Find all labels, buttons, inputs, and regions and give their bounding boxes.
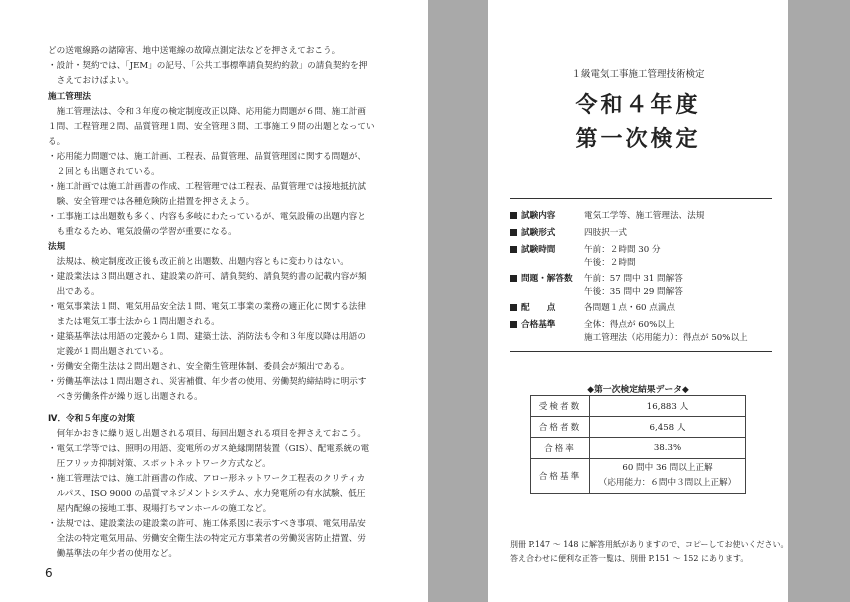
info-value: 施工管理法（応用能力）：得点が 50%以上 xyxy=(584,333,748,343)
section-heading: 法規 xyxy=(48,242,66,252)
info-label: 問題・解答数 xyxy=(510,272,573,284)
section-heading: 施工管理法 xyxy=(48,92,91,102)
info-value: 各問題１点・60 点満点 xyxy=(584,303,676,313)
info-label: 配 点 xyxy=(510,301,555,313)
info-label: 合格基準 xyxy=(510,318,555,330)
body-line: ルパス、ISO 9000 の品質マネジメントシステム、水力発電所の有水試験、低圧 xyxy=(48,489,366,499)
results-key: 合格者数 xyxy=(531,417,590,438)
info-value: 午後：35 問中 29 問解答 xyxy=(584,287,683,297)
body-line: 法規は、検定制度改正後も改正前と出題数、出題内容ともに変わりはない。 xyxy=(48,257,349,267)
body-line: ・施工計画では施工計画書の作成、工程管理では工程表、品質管理では接地抵抗試 xyxy=(48,182,366,192)
square-bullet-icon xyxy=(510,229,517,236)
page-title: 令和４年度 xyxy=(575,93,701,118)
square-bullet-icon xyxy=(510,246,517,253)
results-table xyxy=(530,395,746,494)
info-value: 四肢択一式 xyxy=(584,228,627,238)
info-value: 午前：２時間 30 分 xyxy=(584,245,661,255)
info-label: 試験時間 xyxy=(510,243,555,255)
note-line: 答え合わせに便利な正答一覧は、別冊 P.151 ～ 152 にあります。 xyxy=(510,554,749,563)
body-line: または電気工事士法から１問出題される。 xyxy=(48,317,220,327)
section-heading: Ⅳ．令和５年度の対策 xyxy=(48,414,135,424)
page-title-sub: 第一次検定 xyxy=(575,127,701,152)
info-label: 試験内容 xyxy=(510,209,555,221)
page-gutter-left xyxy=(428,0,488,602)
body-line: ・建設業法は３問出題され、建設業の許可、請負契約、請負契約書の記載内容が頻 xyxy=(48,272,367,282)
page-number: 6 xyxy=(45,566,53,580)
body-line: ２回とも出題されている。 xyxy=(48,167,160,177)
exam-subtitle: １級電気工事施工管理技術検定 xyxy=(571,69,705,80)
results-value: 16,883 人 xyxy=(590,396,746,417)
body-line: 定義が１問出題されている。 xyxy=(48,347,169,357)
table-row xyxy=(531,459,746,494)
body-line: さえておけばよい。 xyxy=(48,76,134,86)
body-line: べき労働条件が繰り返し出題される。 xyxy=(48,392,203,402)
body-line: 働基準法の年少者の使用など。 xyxy=(48,549,177,559)
results-key: 合格基準 xyxy=(531,459,590,494)
info-value: 電気工学等、施工管理法、法規 xyxy=(584,211,705,221)
table-row xyxy=(531,438,746,459)
results-value: 6,458 人 xyxy=(590,417,746,438)
square-bullet-icon xyxy=(510,212,517,219)
body-line: 圧フリッカ抑制対策、スポットネットワーク方式など。 xyxy=(48,459,271,469)
body-line: 施工管理法は、令和３年度の検定制度改正以降、応用能力問題が６問、施工計画 xyxy=(48,107,366,117)
note-line: 別冊 P.147 ～ 148 に解答用紙がありますので、コピーしてお使いください。 xyxy=(510,540,789,549)
info-value: 午前：57 問中 31 問解答 xyxy=(584,274,683,284)
info-value: 午後：２時間 xyxy=(584,258,636,268)
body-line: ・労働基準法は１問出題され、災害補償、年少者の使用、労働契約締結時に明示す xyxy=(48,377,367,387)
body-line: ・法規では、建設業法の建設業の許可、施工体系図に表示すべき事項、電気用品安 xyxy=(48,519,366,529)
results-value: 38.3% xyxy=(590,438,746,459)
body-line: 全法の特定電気用品、労働安全衛生法の特定元方事業者の労働災害防止措置、労 xyxy=(48,534,366,544)
body-line: ・施工管理法では、施工計画書の作成、アロー形ネットワーク工程表のクリティカ xyxy=(48,474,366,484)
body-line: 何年かおきに繰り返し出題される項目、毎回出題される項目を押さえておこう。 xyxy=(48,429,366,439)
body-line: ・工事施工は出題数も多く、内容も多岐にわたっているが、電気設備の出題内容と xyxy=(48,212,366,222)
body-line: 屋内配線の接地工事、現場打ちマンホールの施工など。 xyxy=(48,504,272,514)
square-bullet-icon xyxy=(510,304,517,311)
body-line: 出である。 xyxy=(48,287,100,297)
body-line: ・電気事業法１問、電気用品安全法１問、電気工事業の業務の適正化に関する法律 xyxy=(48,302,366,312)
results-key: 合格率 xyxy=(531,438,590,459)
body-line: ・応用能力問題では、施工計画、工程表、品質管理、品質管理図に関する問題が、 xyxy=(48,152,366,162)
divider-bottom xyxy=(510,351,772,352)
info-label: 試験形式 xyxy=(510,226,555,238)
page-margin-right xyxy=(788,0,850,602)
results-key: 受検者数 xyxy=(531,396,590,417)
results-value-line: （応用能力：６問中３問以上正解） xyxy=(598,478,737,488)
divider-top xyxy=(510,198,772,199)
results-value xyxy=(590,459,746,494)
body-line: １問、工程管理２問、品質管理１問、安全管理３問、工事施工９問の出題となってい xyxy=(48,122,375,132)
table-row xyxy=(531,396,746,417)
body-line: どの送電線路の諸障害、地中送電線の故障点測定法などを押さえておこう。 xyxy=(48,46,341,56)
body-line: る。 xyxy=(48,137,66,147)
table-row xyxy=(531,417,746,438)
body-line: も重なるため、電気設備の学習が重要になる。 xyxy=(48,227,237,237)
body-line: ・建築基準法は用語の定義から１問、建築士法、消防法も令和３年度以降は用語の xyxy=(48,332,366,342)
right-page xyxy=(488,0,788,602)
body-line: 験、安全管理では各種危険防止措置を押さえよう。 xyxy=(48,197,255,207)
body-line: ・労働安全衛生法は２問出題され、安全衛生管理体制、委員会が頻出である。 xyxy=(48,362,350,372)
body-line: ・設計・契約では、「JEM」の記号、「公共工事標準請負契約約款」の請負契約を押 xyxy=(48,61,368,71)
info-value: 全体：得点が 60%以上 xyxy=(584,320,675,330)
square-bullet-icon xyxy=(510,275,517,282)
square-bullet-icon xyxy=(510,321,517,328)
results-value-line: 60 問中 36 問以上正解 xyxy=(622,463,713,473)
body-line: ・電気工学等では、照明の用語、変電所のガス絶縁開閉装置（GIS）、配電系統の電 xyxy=(48,444,370,454)
results-title: ◆第一次検定結果データ◆ xyxy=(587,385,689,395)
